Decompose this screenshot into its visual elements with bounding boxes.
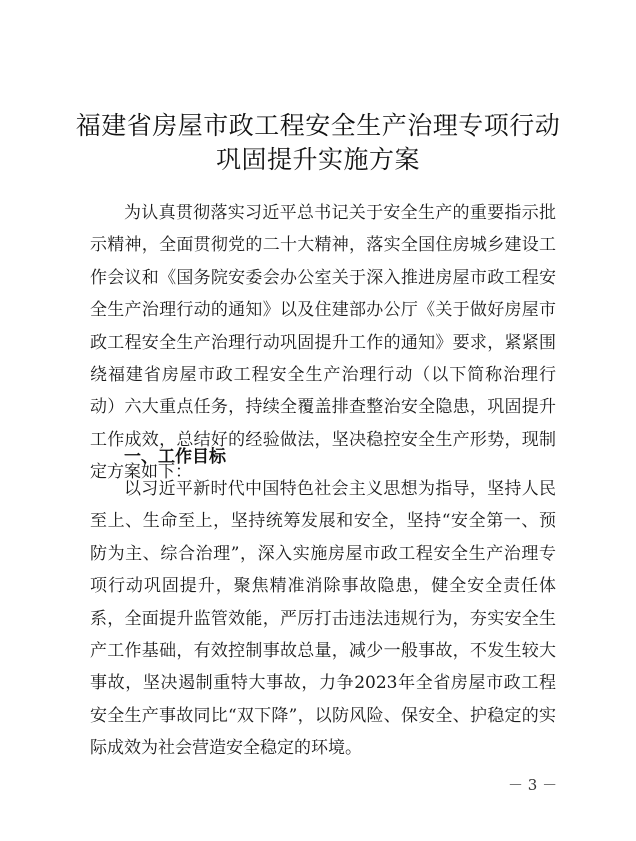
- intro-paragraph: 为认真贯彻落实习近平总书记关于安全生产的重要指示批示精神，全面贯彻党的二十大精神，落实全国住房城乡建设工作会议和《国务院安委会办公室关于深入推进房屋市政工程安全生产治理行动的通知》以及住建部办公厅《关于做好房屋市政工程安全生产治理行动巩固提升工作的通知》要求，紧紧围绕福建省房屋市政工程安全生产治理行动（以下简称治理行动）六大重点任务，持续全覆盖排查整治安全隐患，巩固提升工作成效，总结好的经验做法，坚决稳控安全生产形势，现制定方案如下：: [90, 203, 556, 483]
- work-goals-paragraph: 以习近平新时代中国特色社会主义思想为指导，坚持人民至上、生命至上，坚持统筹发展和安全，坚持“安全第一、预防为主、综合治理”，深入实施房屋市政工程安全生产治理专项行动巩固提升，聚焦精准消除事故隐患，健全安全责任体系，全面提升监管效能，严厉打击违法违规行为，夯实安全生产工作基础，有效控制事故总量，减少一般事故，不发生较大事故，坚决遏制重特大事故，力争2023年全省房屋市政工程安全生产事故同比“双下降”，以防风险、保安全、护稳定的实际成效为社会营造安全稳定的环境。: [90, 479, 556, 759]
- document-title-line-2: 巩固提升实施方案: [215, 145, 420, 174]
- page-number: － 3 －: [508, 776, 558, 794]
- section-heading-work-goals: 一、工作目标: [124, 447, 226, 467]
- document-title-line-1: 福建省房屋市政工程安全生产治理专项行动: [75, 111, 561, 140]
